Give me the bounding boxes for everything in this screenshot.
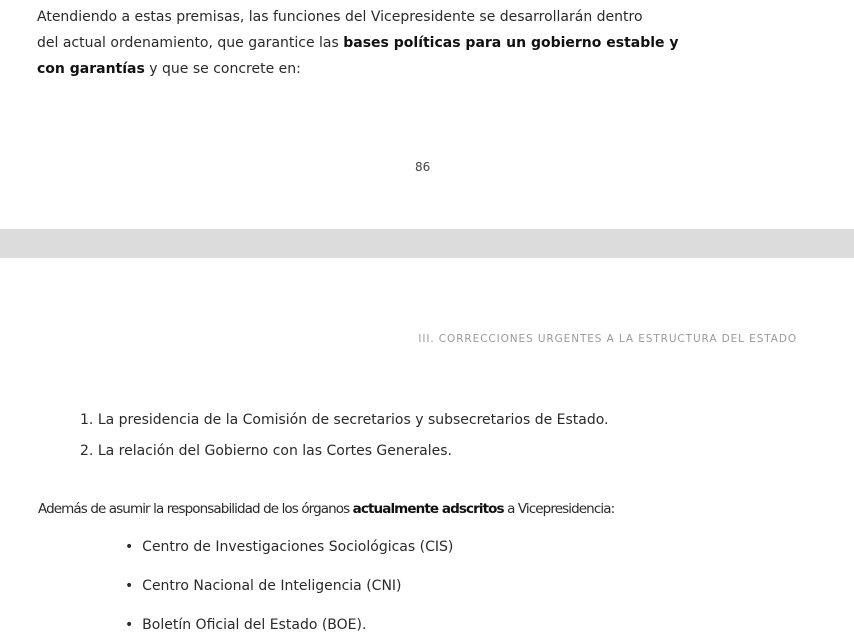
- bullet-icon: •: [125, 617, 134, 633]
- bold-text: con garantías: [37, 61, 145, 77]
- paragraph-line: [37, 60, 301, 78]
- text: a Vicepresidencia:: [503, 501, 615, 517]
- running-header: III. CORRECCIONES URGENTES A LA ESTRUCTURA DEL ESTADO: [418, 333, 797, 345]
- page-number: 86: [415, 160, 431, 174]
- bullet-item: [125, 577, 402, 595]
- bullet-text: Boletín Oficial del Estado (BOE).: [142, 617, 367, 633]
- paragraph-line: [37, 8, 643, 26]
- text: Además de asumir la responsabilidad de los órganos: [38, 501, 353, 517]
- bullet-text: Centro de Investigaciones Sociológicas (CIS): [142, 539, 454, 555]
- text: y que se concrete en:: [144, 61, 301, 77]
- bullet-icon: •: [125, 539, 134, 555]
- intro-line: [38, 500, 614, 518]
- bold-text: actualmente adscritos: [352, 501, 504, 517]
- paragraph-line: [37, 34, 679, 52]
- bullet-item: [125, 616, 366, 634]
- bullet-item: [125, 538, 453, 556]
- list-number: 2.: [80, 443, 94, 459]
- list-item: [80, 442, 452, 460]
- bold-text: bases políticas para un gobierno estable y: [343, 35, 679, 51]
- list-item: [80, 411, 609, 429]
- text: Atendiendo a estas premisas, las funciones del Vicepresidente se desarrollarán dentro: [37, 9, 643, 25]
- list-text: La relación del Gobierno con las Cortes Generales.: [97, 443, 452, 459]
- page-separator: [0, 229, 854, 258]
- bullet-text: Centro Nacional de Inteligencia (CNI): [142, 578, 402, 594]
- list-number: 1.: [80, 412, 94, 428]
- bullet-icon: •: [125, 578, 134, 594]
- list-text: La presidencia de la Comisión de secretarios y subsecretarios de Estado.: [97, 412, 609, 428]
- text: del actual ordenamiento, que garantice las: [37, 35, 344, 51]
